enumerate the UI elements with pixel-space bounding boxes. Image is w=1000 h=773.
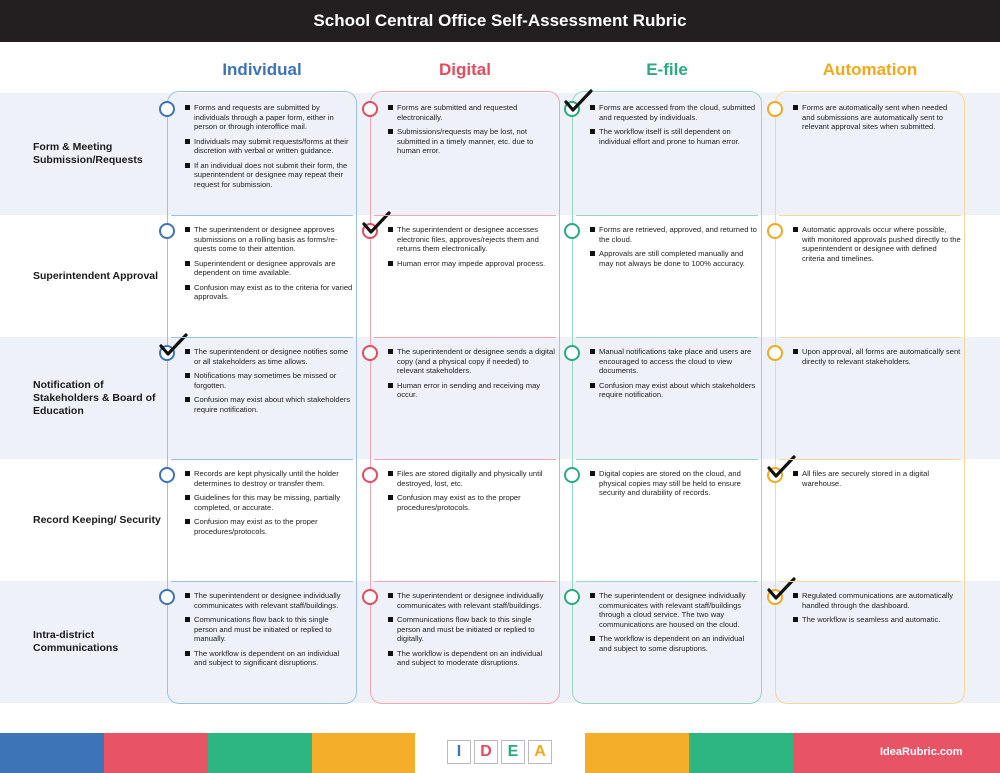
criteria-item: If an individual does not submit their form, the superintendent or designee may repeat their request for submission. bbox=[185, 161, 353, 190]
criteria-item: The superintendent or designee approves submissions on a rolling basis as forms/re-quests come to their attention. bbox=[185, 225, 353, 254]
criteria-item: The superintendent or designee individually communicates with relevant staff/buildings. bbox=[185, 591, 353, 610]
criteria-list bbox=[590, 225, 758, 273]
criteria-item: Forms are submitted and requested electronically. bbox=[388, 103, 556, 122]
row-divider bbox=[374, 459, 556, 460]
row-label: Intra-district Communications bbox=[33, 629, 119, 654]
selection-radio[interactable] bbox=[767, 345, 783, 361]
row-label: Notification of Stakeholders & Board of Education bbox=[33, 378, 156, 417]
row-divider bbox=[171, 459, 353, 460]
rubric-cell-digital bbox=[375, 217, 557, 335]
criteria-list bbox=[388, 347, 556, 405]
rubric-cell-automation bbox=[780, 217, 962, 335]
column-header-digital: Digital bbox=[439, 60, 491, 79]
logo-letter: D bbox=[474, 740, 498, 764]
criteria-item: Human error may impede approval process. bbox=[388, 259, 556, 269]
selection-radio[interactable] bbox=[159, 589, 175, 605]
criteria-item: The workflow itself is still dependent on individual effort and prone to human error. bbox=[590, 127, 758, 146]
rubric-cell-automation bbox=[780, 95, 962, 213]
row-divider bbox=[779, 215, 961, 216]
rubric-cell-digital bbox=[375, 339, 557, 457]
criteria-item: Individuals may submit requests/forms at their discretion with verbal or written guidance. bbox=[185, 137, 353, 156]
rubric-cell-individual bbox=[172, 95, 354, 213]
criteria-list bbox=[590, 469, 758, 503]
row-divider bbox=[374, 581, 556, 582]
rubric-cell-efile bbox=[577, 95, 759, 213]
criteria-item: Confusion may exist as to the criteria for varied approvals. bbox=[185, 283, 353, 302]
rubric-cell-individual bbox=[172, 339, 354, 457]
row-divider bbox=[576, 215, 758, 216]
logo-letter: E bbox=[501, 740, 525, 764]
criteria-item: Submissions/requests may be lost, not submitted in a timely manner, etc. due to human error. bbox=[388, 127, 556, 156]
rubric-cell-individual bbox=[172, 583, 354, 701]
criteria-item: Forms and requests are submitted by individuals through a paper form, either in person or through interoffice mail. bbox=[185, 103, 353, 132]
logo-letter: A bbox=[528, 740, 552, 764]
row-label: Superintendent Approval bbox=[33, 269, 159, 282]
page-title: School Central Office Self-Assessment Rubric bbox=[0, 0, 1000, 42]
criteria-list bbox=[185, 469, 353, 541]
criteria-item: Confusion may exist as to the proper procedures/protocols. bbox=[388, 493, 556, 512]
criteria-item: Forms are automatically sent when needed and submissions are automatically sent to relevant approval sites when submitted. bbox=[793, 103, 961, 132]
selection-radio[interactable] bbox=[767, 223, 783, 239]
criteria-list bbox=[590, 591, 758, 658]
selection-radio[interactable] bbox=[564, 345, 580, 361]
criteria-item: The superintendent or designee individually communicates with relevant staff/buildings through a cloud service. The two way communications are housed on the cloud. bbox=[590, 591, 758, 629]
criteria-list bbox=[185, 591, 353, 673]
criteria-item: Manual notifications take place and users are encouraged to access the cloud to view documents. bbox=[590, 347, 758, 376]
column-header-efile: E-file bbox=[646, 60, 688, 79]
row-divider bbox=[779, 581, 961, 582]
criteria-list bbox=[793, 225, 961, 268]
criteria-list bbox=[793, 469, 961, 493]
row-label: Form & Meeting Submission/Requests bbox=[33, 141, 143, 166]
criteria-item: Guidelines for this may be missing, partially completed, or accurate. bbox=[185, 493, 353, 512]
footer-color-block bbox=[585, 733, 689, 773]
criteria-item: The superintendent or designee individually communicates with relevant staff/buildings. bbox=[388, 591, 556, 610]
rubric-cell-efile bbox=[577, 339, 759, 457]
footer-color-block bbox=[312, 733, 415, 773]
selection-radio[interactable] bbox=[362, 345, 378, 361]
criteria-item: The workflow is dependent on an individual and subject to moderate disruptions. bbox=[388, 649, 556, 668]
criteria-list bbox=[793, 347, 961, 371]
row-divider bbox=[171, 215, 353, 216]
criteria-item: Confusion may exist about which stakeholders require notification. bbox=[590, 381, 758, 400]
criteria-list bbox=[590, 103, 758, 151]
criteria-item: Forms are retrieved, approved, and returned to the cloud. bbox=[590, 225, 758, 244]
selection-radio[interactable] bbox=[159, 467, 175, 483]
rubric-cell-digital bbox=[375, 95, 557, 213]
selection-radio[interactable] bbox=[362, 589, 378, 605]
criteria-item: Communications flow back to this single person and must be initiated or replied to digitally. bbox=[388, 615, 556, 644]
selection-radio[interactable] bbox=[159, 101, 175, 117]
criteria-list bbox=[388, 103, 556, 161]
column-header-individual: Individual bbox=[222, 60, 302, 79]
criteria-item: Upon approval, all forms are automatically sent directly to relevant stakeholders. bbox=[793, 347, 961, 366]
selection-radio[interactable] bbox=[767, 101, 783, 117]
criteria-list bbox=[185, 347, 353, 419]
site-url[interactable]: IdeaRubric.com bbox=[880, 746, 963, 758]
row-label: Record Keeping/ Security bbox=[33, 513, 161, 526]
row-divider bbox=[374, 337, 556, 338]
logo-letter: I bbox=[447, 740, 471, 764]
criteria-list bbox=[388, 591, 556, 673]
criteria-item: Confusion may exist about which stakeholders require notification. bbox=[185, 395, 353, 414]
rubric-cell-digital bbox=[375, 461, 557, 579]
criteria-item: Notifications may sometimes be missed or forgotten. bbox=[185, 371, 353, 390]
row-divider bbox=[779, 459, 961, 460]
selection-radio[interactable] bbox=[564, 223, 580, 239]
selection-radio[interactable] bbox=[362, 467, 378, 483]
rubric-cell-automation bbox=[780, 583, 962, 701]
column-header-automation: Automation bbox=[822, 60, 918, 79]
criteria-item: Communications flow back to this single person and must be initiated or replied to manually. bbox=[185, 615, 353, 644]
rubric-cell-individual bbox=[172, 461, 354, 579]
criteria-list bbox=[185, 103, 353, 194]
criteria-item: Records are kept physically until the holder determines to destroy or transfer them. bbox=[185, 469, 353, 488]
rubric-cell-efile bbox=[577, 217, 759, 335]
footer-color-block bbox=[0, 733, 104, 773]
row-divider bbox=[171, 337, 353, 338]
criteria-item: Automatic approvals occur where possible, with monitored approvals pushed directly to the superintendent or designee with defined criteria and timelines. bbox=[793, 225, 961, 263]
criteria-item: The superintendent or designee sends a digital copy (and a physical copy if needed) to relevant stakeholders. bbox=[388, 347, 556, 376]
idea-logo bbox=[447, 740, 552, 764]
row-divider bbox=[576, 337, 758, 338]
rubric-cell-efile bbox=[577, 461, 759, 579]
criteria-list bbox=[388, 225, 556, 273]
criteria-item: Human error in sending and receiving may occur. bbox=[388, 381, 556, 400]
criteria-item: The workflow is seamless and automatic. bbox=[793, 615, 961, 625]
row-divider bbox=[374, 215, 556, 216]
rubric-cell-individual bbox=[172, 217, 354, 335]
criteria-item: Confusion may exist as to the proper procedures/protocols. bbox=[185, 517, 353, 536]
selection-radio[interactable] bbox=[159, 223, 175, 239]
rubric-cell-automation bbox=[780, 339, 962, 457]
footer-color-block bbox=[689, 733, 793, 773]
rubric-cell-automation bbox=[780, 461, 962, 579]
criteria-item: The superintendent or designee accesses electronic files, approves/rejects them and returns them electronically. bbox=[388, 225, 556, 254]
rubric-cell-efile bbox=[577, 583, 759, 701]
criteria-list bbox=[388, 469, 556, 517]
row-divider bbox=[171, 581, 353, 582]
criteria-item: Approvals are still completed manually and may not always be done to 100% accuracy. bbox=[590, 249, 758, 268]
criteria-item: Superintendent or designee approvals are dependent on time available. bbox=[185, 259, 353, 278]
criteria-list bbox=[793, 591, 961, 630]
criteria-item: The workflow is dependent on an individual and subject to significant disruptions. bbox=[185, 649, 353, 668]
criteria-item: The workflow is dependent on an individual and subject to some disruptions. bbox=[590, 634, 758, 653]
footer-color-block bbox=[208, 733, 312, 773]
rubric-cell-digital bbox=[375, 583, 557, 701]
row-divider bbox=[576, 581, 758, 582]
selection-radio[interactable] bbox=[564, 589, 580, 605]
checkmark-icon bbox=[563, 89, 593, 113]
criteria-item: Forms are accessed from the cloud, submitted and requested by individuals. bbox=[590, 103, 758, 122]
criteria-item: The superintendent or designee notifies some or all stakeholders as time allows. bbox=[185, 347, 353, 366]
selection-radio[interactable] bbox=[362, 101, 378, 117]
criteria-item: Digital copies are stored on the cloud, and physical copies may still be held to ensure security and durability of records. bbox=[590, 469, 758, 498]
criteria-list bbox=[793, 103, 961, 137]
row-divider bbox=[576, 459, 758, 460]
criteria-item: Regulated communications are automatically handled through the dashboard. bbox=[793, 591, 961, 610]
criteria-item: Files are stored digitally and physically until destroyed, lost, etc. bbox=[388, 469, 556, 488]
criteria-list bbox=[590, 347, 758, 405]
criteria-item: All files are securely stored in a digital warehouse. bbox=[793, 469, 961, 488]
selection-radio[interactable] bbox=[564, 467, 580, 483]
criteria-list bbox=[185, 225, 353, 307]
row-divider bbox=[779, 337, 961, 338]
footer-color-block bbox=[104, 733, 208, 773]
